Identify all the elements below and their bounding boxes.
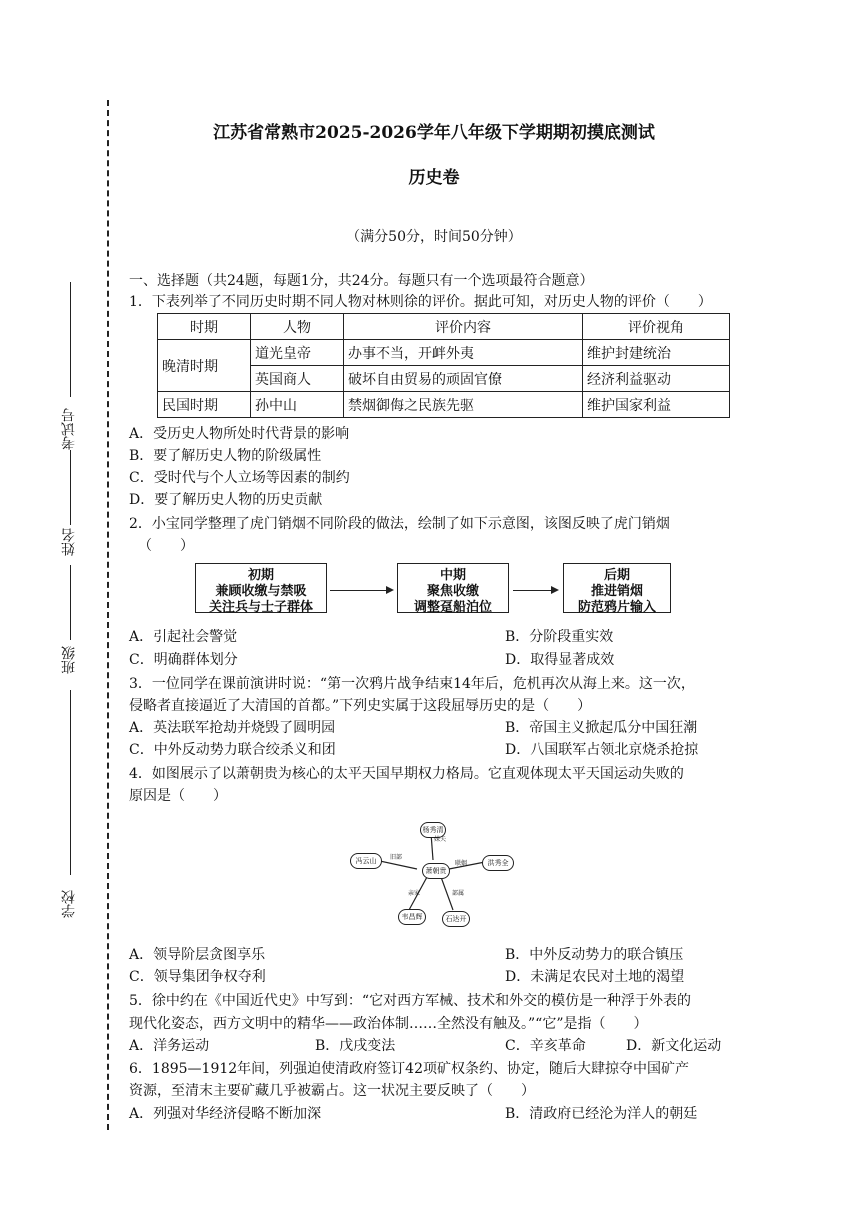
table-cell-person: 英国商人 <box>251 366 344 392</box>
exam-no-rule <box>70 282 71 397</box>
edge-label: 联姻 <box>455 860 468 867</box>
q2-stem-line2: （ ） <box>138 538 194 554</box>
node-wei-changhui: 韦昌辉 <box>398 909 426 925</box>
q3-option-b: B．帝国主义掀起瓜分中国狂潮 <box>505 720 698 736</box>
flow-box-line: 关注兵与士子群体 <box>208 600 313 615</box>
edge-label: 亲家 <box>408 890 421 897</box>
school-label: 学校 <box>61 890 77 918</box>
flow-box-title: 初期 <box>247 568 274 583</box>
flow-arrow <box>513 590 557 591</box>
q5-option-a: A．洋务运动 <box>129 1038 210 1054</box>
flow-arrow <box>330 590 392 591</box>
table-cell-person: 道光皇帝 <box>251 340 344 366</box>
q5-option-d: D．新文化运动 <box>626 1038 722 1054</box>
q1-option-a: A．受历史人物所处时代背景的影响 <box>129 426 350 442</box>
evaluation-table <box>157 313 730 418</box>
name-label: 姓名 <box>61 528 77 556</box>
flow-box-line: 推进销烟 <box>590 584 643 599</box>
q5-stem-line2: 现代化姿态，西方文明中的精华——政治体制……全然没有触及。”“它”是指（ ） <box>129 1016 648 1032</box>
q6-stem-line2: 资源，至清末主要矿藏几乎被霸占。这一状况主要反映了（ ） <box>129 1083 535 1099</box>
q1-option-d: D．要了解历史人物的历史贡献 <box>129 492 323 508</box>
table-header-cell: 评价内容 <box>344 314 583 340</box>
binding-dashed-line <box>107 100 109 1130</box>
class-rule <box>70 565 71 640</box>
flow-box-line: 防范鸦片输入 <box>577 600 656 615</box>
q5-stem-line1: 5．徐中约在《中国近代史》中写到：“它对西方军械、技术和外交的模仿是一种浮于外表的 <box>129 993 692 1009</box>
school-rule <box>70 690 71 875</box>
table-cell-period: 民国时期 <box>158 392 251 418</box>
table-cell-content: 禁烟御侮之民族先驱 <box>344 392 583 418</box>
table-row <box>158 392 730 418</box>
flow-box-title: 后期 <box>603 568 630 583</box>
edge-label: 部属 <box>452 890 465 897</box>
flow-box-title: 中期 <box>439 568 466 583</box>
q1-option-c: C．受时代与个人立场等因素的制约 <box>129 470 350 486</box>
q3-option-c: C．中外反动势力联合绞杀义和团 <box>129 742 336 758</box>
edge-label: 妹夫 <box>434 836 447 843</box>
exam-no-label: 考试号 <box>61 408 77 450</box>
q4-option-b: B．中外反动势力的联合镇压 <box>505 947 684 963</box>
flow-box-line: 兼顾收缴与禁吸 <box>215 584 307 599</box>
node-feng-yunshan: 冯云山 <box>350 853 382 869</box>
class-label: 班级 <box>61 646 77 674</box>
node-hong-xiuquan: 洪秀全 <box>482 855 514 871</box>
flow-box-middle <box>397 563 509 613</box>
exam-subtitle: 历史卷 <box>408 168 460 188</box>
name-rule <box>70 450 71 525</box>
q2-option-b: B．分阶段重实效 <box>505 629 614 645</box>
q4-option-d: D．未满足农民对土地的渴望 <box>505 969 685 985</box>
q3-stem-line2: 侵略者直接逼近了大清国的首都。”下列史实属于这段屈辱历史的是（ ） <box>129 698 592 714</box>
table-cell-view: 经济利益驱动 <box>583 366 730 392</box>
q6-option-b: B．清政府已经沦为洋人的朝廷 <box>505 1106 698 1122</box>
q4-option-a: A．领导阶层贪图享乐 <box>129 947 266 963</box>
q5-option-c: C．辛亥革命 <box>505 1038 586 1054</box>
q2-option-d: D．取得显著成效 <box>505 652 615 668</box>
table-header-cell: 时期 <box>158 314 251 340</box>
edge-label: 旧部 <box>390 854 403 861</box>
q4-stem-line2: 原因是（ ） <box>129 788 227 804</box>
node-xiao-chaogui: 萧朝贵 <box>422 863 450 879</box>
table-cell-content: 破坏自由贸易的顽固官僚 <box>344 366 583 392</box>
section-heading: 一、选择题（共24题，每题1分，共24分。每题只有一个选项最符合题意） <box>129 273 594 289</box>
flow-box-early <box>195 563 327 613</box>
q6-stem-line1: 6．1895—1912年间，列强迫使清政府签订42项矿权条约、协定，随后大肆掠夺中国矿产 <box>129 1061 689 1077</box>
table-cell-content: 办事不当，开衅外夷 <box>344 340 583 366</box>
node-yang-xiuqing: 杨秀清 <box>420 822 446 838</box>
score-note: （满分50分，时间50分钟） <box>346 229 522 245</box>
table-header-cell: 评价视角 <box>583 314 730 340</box>
exam-title: 江苏省常熟市2025-2026学年八年级下学期期初摸底测试 <box>213 123 655 143</box>
table-row <box>158 340 730 366</box>
flow-box-late <box>563 563 671 613</box>
q3-option-a: A．英法联军抢劫并烧毁了圆明园 <box>129 720 336 736</box>
q4-option-c: C．领导集团争权夺利 <box>129 969 266 985</box>
table-cell-person: 孙中山 <box>251 392 344 418</box>
flow-box-line: 聚焦收缴 <box>426 584 479 599</box>
q5-option-b: B．戊戌变法 <box>315 1038 396 1054</box>
flow-box-line: 调整趸船泊位 <box>413 600 492 615</box>
q1-stem: 1．下表列举了不同历史时期不同人物对林则徐的评价。据此可知，对历史人物的评价（ ） <box>129 294 712 310</box>
q4-stem-line1: 4．如图展示了以萧朝贵为核心的太平天国早期权力格局。它直观体现太平天国运动失败的 <box>129 766 684 782</box>
q2-option-a: A．引起社会警觉 <box>129 629 238 645</box>
table-header-cell: 人物 <box>251 314 344 340</box>
q3-option-d: D．八国联军占领北京烧杀抢掠 <box>505 742 699 758</box>
q1-option-b: B．要了解历史人物的阶级属性 <box>129 448 322 464</box>
q2-option-c: C．明确群体划分 <box>129 652 238 668</box>
table-cell-view: 维护封建统治 <box>583 340 730 366</box>
q6-option-a: A．列强对华经济侵略不断加深 <box>129 1106 322 1122</box>
table-cell-period: 晚清时期 <box>158 340 251 392</box>
table-cell-view: 维护国家利益 <box>583 392 730 418</box>
node-shi-dakai: 石达开 <box>442 911 470 927</box>
q3-stem-line1: 3．一位同学在课前演讲时说：“第一次鸦片战争结束14年后，危机再次从海上来。这一次， <box>129 676 695 692</box>
q2-stem-line1: 2．小宝同学整理了虎门销烟不同阶段的做法，绘制了如下示意图，该图反映了虎门销烟 <box>129 516 670 532</box>
